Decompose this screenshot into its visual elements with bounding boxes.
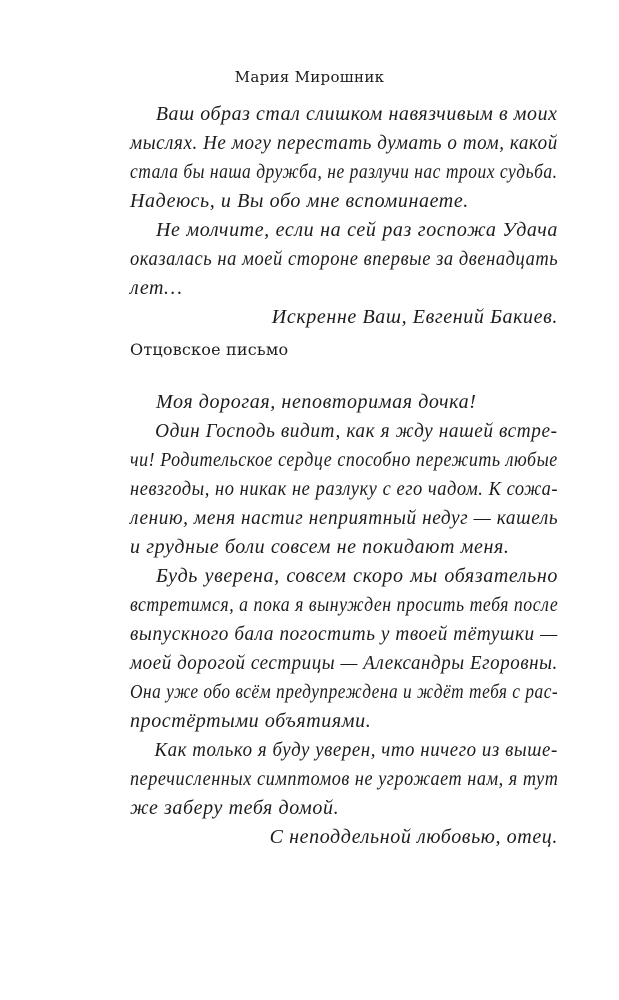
section-title: Отцовское письмо <box>130 340 289 359</box>
letter-line: же заберу тебя домой. <box>130 797 340 819</box>
letter-line: встретимся, а пока я вынужден просить тебя после <box>130 594 559 616</box>
letter-line: лет… <box>130 277 183 299</box>
letter-signature: С неподдельной любовью, отец. <box>269 826 558 848</box>
letter-father <box>130 386 559 848</box>
letter-line: Не молчите, если на сей раз госпожа Удача <box>156 219 558 241</box>
letter-line: Надеюсь, и Вы обо мне вспоминаете. <box>130 190 469 212</box>
letter-line: Один Господь видит, как я жду нашей встре- <box>155 420 558 442</box>
letter-signature: Искренне Ваш, Евгений Бакиев. <box>271 306 558 328</box>
letter-line: невзгоды, но никак не разлуку с его чадом. К сожа- <box>130 478 559 500</box>
letter-first <box>130 98 558 328</box>
letter-greeting: Моя дорогая, неповторимая дочка! <box>156 391 477 413</box>
letter-line: Ваш образ стал слишком навязчивым в моих <box>155 103 558 125</box>
letter-line: Будь уверена, совсем скоро мы обязательно <box>156 565 558 587</box>
letter-line: мыслях. Не могу перестать думать о том, какой <box>130 132 558 154</box>
letter-line: перечисленных симптомов не угрожает нам, я тут <box>130 768 559 790</box>
letter-line: стала бы наша дружба, не разлучи нас троих судьба. <box>130 161 558 183</box>
letter-line: моей дорогой сестрицы — Александры Егоровны. <box>130 652 558 674</box>
letter-line: чи! Родительское сердце способно пережить любые <box>130 449 558 471</box>
letter-line: Как только я буду уверен, что ничего из выше- <box>154 739 558 761</box>
letter-line: и грудные боли совсем не покидают меня. <box>130 536 510 558</box>
letter-line: Она уже обо всём предупреждена и ждёт тебя с рас- <box>130 681 559 703</box>
letter-line: простёртыми объятиями. <box>130 710 372 732</box>
letter-line: оказалась на моей стороне впервые за двенадцать <box>130 248 559 270</box>
running-head-author: Мария Мирошник <box>234 68 385 86</box>
letter-line: лению, меня настиг неприятный недуг — кашель <box>130 507 559 529</box>
letter-line: выпускного бала погостить у твоей тётушки — <box>130 623 558 645</box>
